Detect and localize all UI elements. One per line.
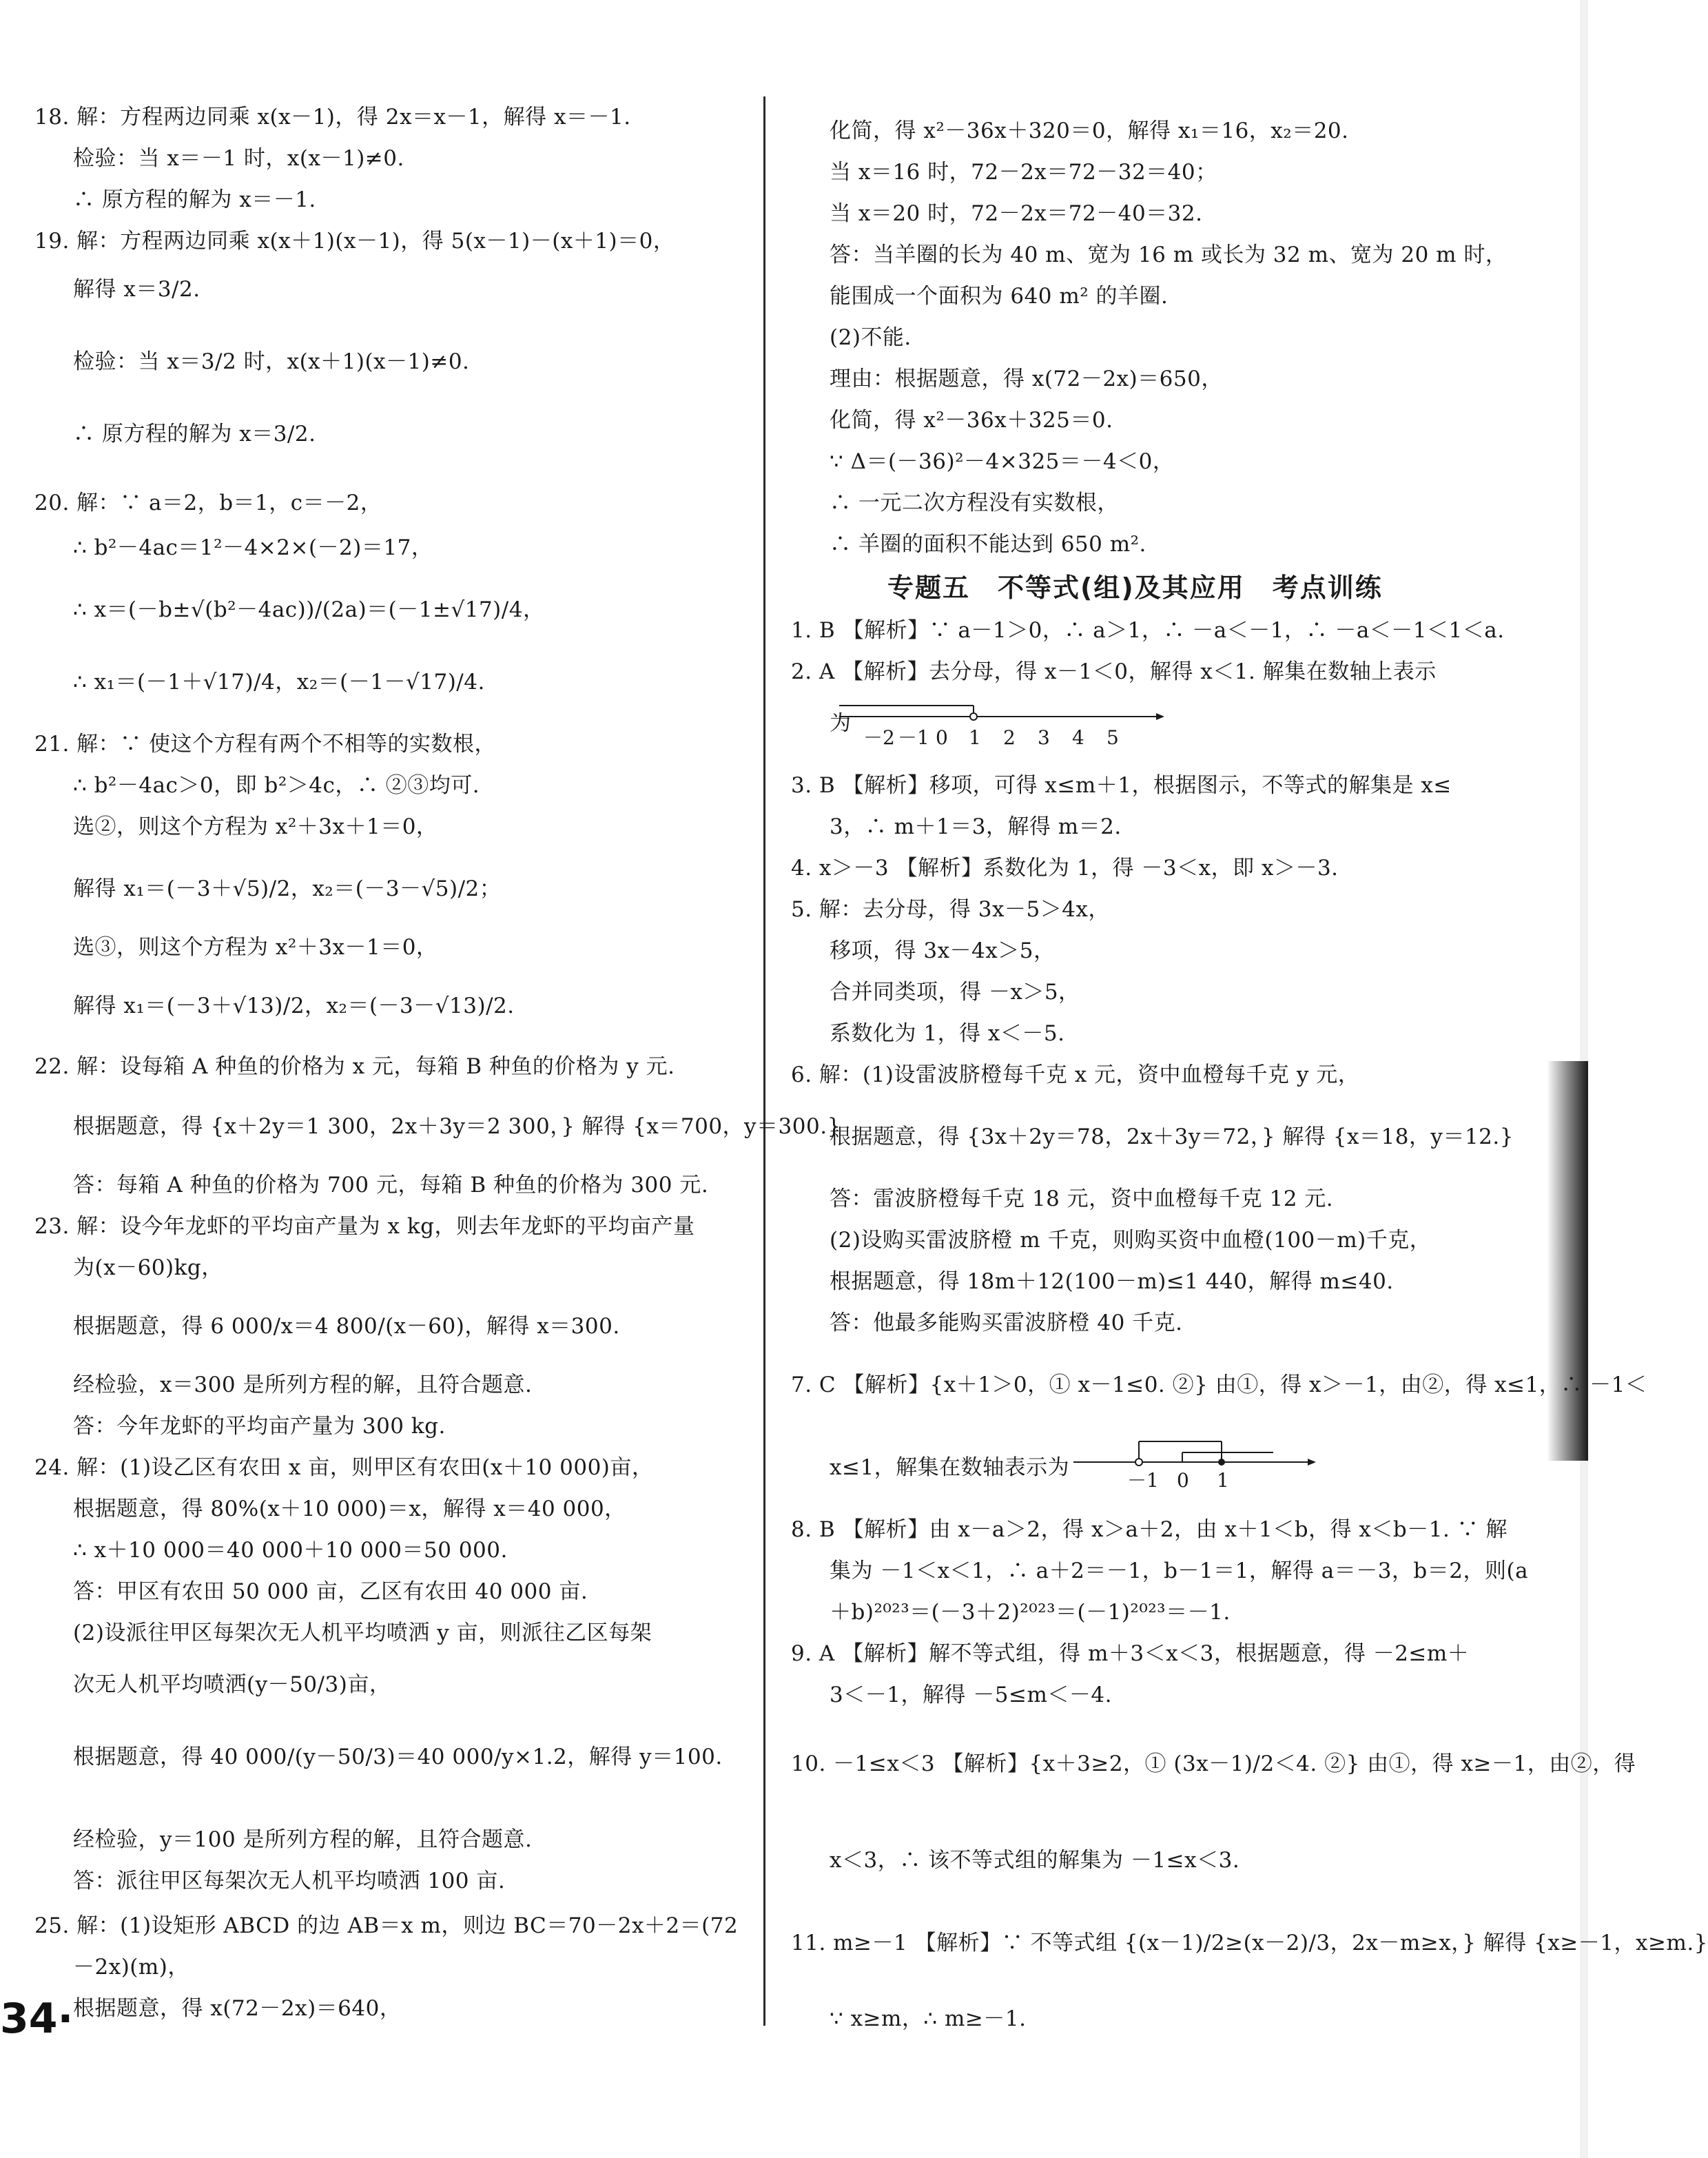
answer-line: ∵ Δ＝(－36)²－4×325＝－4＜0， [830, 449, 1175, 474]
axis-tick-label: －1 [898, 726, 929, 749]
answer-line: 根据题意，得 40 000/(y－50/3)＝40 000/y×1.2，解得 y＝100. [73, 1745, 723, 1769]
answer-line: 根据题意，得 18m＋12(100－m)≤1 440，解得 m≤40. [830, 1269, 1394, 1294]
answer-line: 20. 解：∵ a＝2，b＝1，c＝－2， [34, 491, 382, 515]
answer-line: (2)设派往甲区每架次无人机平均喷洒 y 亩，则派往乙区每架 [73, 1621, 652, 1645]
answer-line: ∴ b²－4ac＝1²－4×2×(－2)＝17， [73, 535, 433, 560]
answer-line: 为(x－60)kg， [73, 1255, 223, 1280]
answer-line: 23. 解：设今年龙虾的平均亩产量为 x kg，则去年龙虾的平均亩产量 [34, 1214, 695, 1239]
answer-line: 当 x＝20 时，72－2x＝72－40＝32. [830, 201, 1203, 226]
scan-edge-shadow [1547, 1061, 1588, 1461]
answer-line: ＋b)²⁰²³＝(－3＋2)²⁰²³＝(－1)²⁰²³＝－1. [830, 1600, 1231, 1625]
answer-line: 答：当羊圈的长为 40 m、宽为 16 m 或长为 32 m、宽为 20 m 时， [830, 243, 1508, 267]
answer-line: ∴ x＋10 000＝40 000＋10 000＝50 000. [73, 1538, 508, 1563]
answer-line: x＜3，∴ 该不等式组的解集为 －1≤x＜3. [830, 1848, 1240, 1873]
axis-tick-label: 3 [1038, 726, 1050, 749]
answer-line: ∴ 羊圈的面积不能达到 650 m². [830, 532, 1146, 557]
axis-tick-label: 1 [1217, 1469, 1229, 1492]
answer-line: 化简，得 x²－36x＋325＝0. [830, 408, 1113, 433]
axis-tick-label: －1 [1127, 1469, 1159, 1492]
answer-line: 为 [830, 711, 852, 736]
answer-line: 2. A 【解析】去分母，得 x－1＜0，解得 x＜1. 解集在数轴上表示 [791, 659, 1437, 684]
answer-line: 11. m≥－1 【解析】∵ 不等式组 {(x－1)/2≥(x－2)/3，2x－m≥x，} 解得 {x≥－1，x≥m.} [791, 1931, 1708, 1955]
number-line-q7 [1073, 1433, 1335, 1492]
answer-line: －2x)(m)， [73, 1955, 189, 1980]
answer-line: (2)不能. [830, 325, 912, 350]
answer-line: 5. 解：去分母，得 3x－5＞4x， [791, 897, 1110, 922]
answer-line: 22. 解：设每箱 A 种鱼的价格为 x 元，每箱 B 种鱼的价格为 y 元. [34, 1054, 675, 1079]
answer-line: 解得 x₁＝(－3＋√5)/2，x₂＝(－3－√5)/2； [73, 876, 502, 901]
answer-line: 答：派往甲区每架次无人机平均喷洒 100 亩. [73, 1869, 506, 1893]
answer-line: 选②，则这个方程为 x²＋3x＋1＝0， [73, 814, 438, 839]
answer-line: 解得 x＝3/2. [73, 277, 200, 302]
axis-tick-label: －2 [863, 726, 895, 749]
answer-line: (2)设购买雷波脐橙 m 千克，则购买资中血橙(100－m)千克， [830, 1228, 1432, 1253]
axis-tick-label: 0 [936, 726, 948, 749]
answer-line: 根据题意，得 80%(x＋10 000)＝x，解得 x＝40 000， [73, 1497, 626, 1521]
page-number: 34· [0, 1995, 74, 2043]
answer-line: 经检验，y＝100 是所列方程的解，且符合题意. [73, 1827, 533, 1852]
answer-line: 3＜－1，解得 －5≤m＜－4. [830, 1683, 1112, 1707]
answer-line: 选③，则这个方程为 x²＋3x－1＝0， [73, 935, 438, 960]
answer-line: 当 x＝16 时，72－2x＝72－32＝40； [830, 160, 1217, 185]
answer-line: 根据题意，得 x(72－2x)＝640， [73, 1996, 402, 2021]
answer-line: 25. 解：(1)设矩形 ABCD 的边 AB＝x m，则边 BC＝70－2x＋2＝(72 [34, 1913, 739, 1938]
answer-line: 19. 解：方程两边同乘 x(x＋1)(x－1)，得 5(x－1)－(x＋1)＝0， [34, 229, 675, 254]
axis-tick-label: 4 [1072, 726, 1084, 749]
answer-line: 21. 解：∵ 使这个方程有两个不相等的实数根， [34, 732, 497, 757]
answer-line: 1. B 【解析】∵ a－1＞0，∴ a＞1，∴ －a＜－1，∴ －a＜－1＜1＜a. [791, 618, 1505, 643]
answer-line: 系数化为 1，得 x＜－5. [830, 1021, 1065, 1046]
axis-tick-label: 5 [1107, 726, 1119, 749]
answer-line: 答：每箱 A 种鱼的价格为 700 元，每箱 B 种鱼的价格为 300 元. [73, 1173, 709, 1198]
answer-line: 答：今年龙虾的平均亩产量为 300 kg. [73, 1414, 446, 1439]
axis-tick-label: 0 [1177, 1469, 1189, 1492]
answer-line: 8. B 【解析】由 x－a＞2，得 x＞a＋2，由 x＋1＜b，得 x＜b－1. ∵ 解 [791, 1517, 1508, 1542]
answer-line: 检验：当 x＝－1 时，x(x－1)≠0. [73, 146, 404, 171]
answer-line: ∴ x＝(－b±√(b²－4ac))/(2a)＝(－1±√17)/4， [73, 597, 545, 622]
answer-line: 6. 解：(1)设雷波脐橙每千克 x 元，资中血橙每千克 y 元， [791, 1062, 1360, 1087]
answer-line: 答：甲区有农田 50 000 亩，乙区有农田 40 000 亩. [73, 1579, 588, 1604]
answer-line: ∴ 原方程的解为 x＝3/2. [73, 422, 316, 446]
answer-line: 3. B 【解析】移项，可得 x≤m＋1，根据图示，不等式的解集是 x≤ [791, 773, 1452, 798]
section-title: 专题五 不等式(组)及其应用 考点训练 [887, 573, 1383, 603]
answer-line: 24. 解：(1)设乙区有农田 x 亩，则甲区有农田(x＋10 000)亩， [34, 1455, 654, 1480]
answer-line: 9. A 【解析】解不等式组，得 m＋3＜x＜3，根据题意，得 －2≤m＋ [791, 1641, 1470, 1666]
answer-line: 合并同类项，得 －x＞5， [830, 980, 1080, 1005]
answer-line: 移项，得 3x－4x＞5， [830, 938, 1056, 963]
answer-line: 答：雷波脐橙每千克 18 元，资中血橙每千克 12 元. [830, 1186, 1334, 1211]
answer-line: 化简，得 x²－36x＋320＝0，解得 x₁＝16，x₂＝20. [830, 119, 1349, 143]
axis-tick-label: 2 [1003, 726, 1016, 749]
answer-line: 理由：根据题意，得 x(72－2x)＝650， [830, 367, 1223, 391]
answer-line: 解得 x₁＝(－3＋√13)/2，x₂＝(－3－√13)/2. [73, 994, 515, 1018]
column-divider [763, 96, 765, 2026]
answer-line: 根据题意，得 {3x＋2y＝78，2x＋3y＝72，} 解得 {x＝18，y＝12.} [830, 1124, 1514, 1149]
answer-line: ∵ x≥m，∴ m≥－1. [830, 2006, 1027, 2031]
answer-line: 18. 解：方程两边同乘 x(x－1)，得 2x＝x－1，解得 x＝－1. [34, 105, 631, 130]
answer-line: 能围成一个面积为 640 m² 的羊圈. [830, 284, 1169, 309]
answer-line: 集为 －1＜x＜1，∴ a＋2＝－1，b－1＝1，解得 a＝－3，b＝2，则(a [830, 1559, 1529, 1583]
answer-line: ∴ b²－4ac＞0，即 b²＞4c，∴ ②③均可. [73, 773, 480, 798]
answer-line: ∴ x₁＝(－1＋√17)/4，x₂＝(－1－√17)/4. [73, 670, 485, 695]
answer-line: 10. －1≤x＜3 【解析】{x＋3≥2，① (3x－1)/2＜4. ②} 由①，得 x≥－1，由②，得 [791, 1751, 1636, 1776]
answer-line: 答：他最多能购买雷波脐橙 40 千克. [830, 1311, 1183, 1335]
answer-line: 次无人机平均喷洒(y－50/3)亩， [73, 1672, 391, 1697]
answer-line: 经检验，x＝300 是所列方程的解，且符合题意. [73, 1373, 533, 1397]
answer-line: ∴ 一元二次方程没有实数根， [830, 491, 1119, 515]
answer-line: 检验：当 x＝3/2 时，x(x＋1)(x－1)≠0. [73, 349, 470, 374]
answer-line: 7. C 【解析】{x＋1＞0，① x－1≤0. ②} 由①，得 x＞－1，由②，得 x≤1，∴ －1＜ [791, 1373, 1647, 1397]
axis-tick-label: 1 [969, 726, 981, 749]
answer-line: x≤1，解集在数轴表示为 [830, 1455, 1070, 1480]
answer-line: 根据题意，得 6 000/x＝4 800/(x－60)，解得 x＝300. [73, 1314, 620, 1339]
answer-line: ∴ 原方程的解为 x＝－1. [73, 187, 316, 212]
answer-line: 3，∴ m＋1＝3，解得 m＝2. [830, 814, 1122, 839]
answer-line: 4. x＞－3 【解析】系数化为 1，得 －3＜x，即 x＞－3. [791, 856, 1339, 881]
answer-line: 根据题意，得 {x＋2y＝1 300，2x＋3y＝2 300，} 解得 {x＝700，y＝300.} [73, 1114, 841, 1139]
number-line-q2 [839, 696, 1184, 751]
